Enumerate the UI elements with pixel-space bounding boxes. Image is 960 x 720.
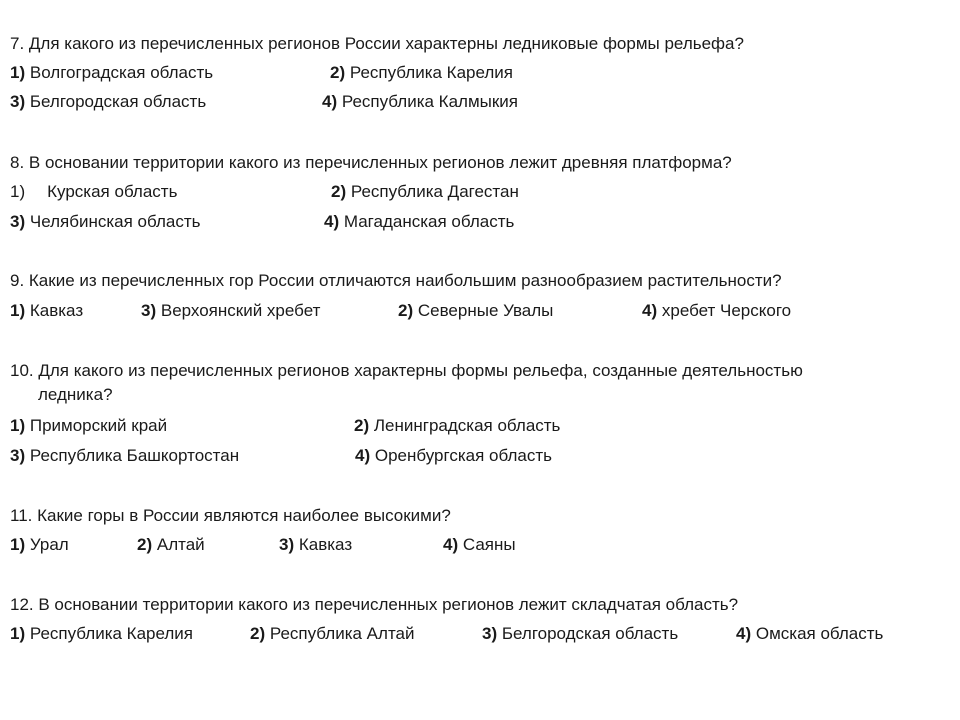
option-number: 3) xyxy=(10,446,26,465)
option-number: 4) xyxy=(324,212,340,231)
q12-option-1 xyxy=(10,623,193,645)
option-text: Алтай xyxy=(156,535,205,554)
option-text: хребет Черского xyxy=(661,301,792,320)
option-text: Республика Карелия xyxy=(349,63,514,82)
q7-option-2 xyxy=(330,62,513,84)
question-10-text-continued: ледника? xyxy=(38,385,113,404)
q10-option-3 xyxy=(10,445,239,467)
option-text: Кавказ xyxy=(298,535,353,554)
option-number: 2) xyxy=(137,535,153,554)
option-text: Республика Башкортостан xyxy=(29,446,240,465)
q7-option-1 xyxy=(10,62,213,84)
option-number: 2) xyxy=(250,624,266,643)
q11-option-3 xyxy=(279,534,352,556)
q9-option-1 xyxy=(10,300,83,322)
q11-option-2 xyxy=(137,534,205,556)
question-11-text: 11. Какие горы в России являются наиболее высокими? xyxy=(10,506,451,525)
option-text: Омская область xyxy=(755,624,884,643)
option-number: 1) xyxy=(10,182,26,201)
q11-option-1 xyxy=(10,534,69,556)
option-number: 1) xyxy=(10,416,26,435)
option-text: Верхоянский хребет xyxy=(160,301,321,320)
option-number: 1) xyxy=(10,624,26,643)
option-number: 2) xyxy=(331,182,347,201)
question-7-text: 7. Для какого из перечисленных регионов России характерны ледниковые формы рельефа? xyxy=(10,34,744,53)
q10-option-2 xyxy=(354,415,560,437)
option-text: Волгоградская область xyxy=(29,63,214,82)
option-number: 3) xyxy=(279,535,295,554)
q9-option-4 xyxy=(642,300,791,322)
option-text: Урал xyxy=(29,535,69,554)
question-12-text: 12. В основании территории какого из перечисленных регионов лежит складчатая область? xyxy=(10,595,739,614)
q7-option-4 xyxy=(322,91,518,113)
option-text: Белгородская область xyxy=(29,92,207,111)
option-text: Кавказ xyxy=(29,301,84,320)
q8-option-4 xyxy=(324,211,514,233)
option-number: 2) xyxy=(398,301,414,320)
q8-option-1 xyxy=(10,181,177,203)
option-number: 4) xyxy=(355,446,371,465)
option-number: 4) xyxy=(642,301,658,320)
q12-option-3 xyxy=(482,623,678,645)
option-number: 3) xyxy=(10,212,26,231)
option-number: 4) xyxy=(736,624,752,643)
q7-option-3 xyxy=(10,91,206,113)
q10-option-4 xyxy=(355,445,552,467)
option-text: Республика Карелия xyxy=(29,624,194,643)
option-text: Оренбургская область xyxy=(374,446,552,465)
option-text: Курская область xyxy=(47,182,178,201)
option-number: 2) xyxy=(354,416,370,435)
option-text: Северные Увалы xyxy=(417,301,554,320)
question-10-text: 10. Для какого из перечисленных регионов характерны формы рельефа, созданные деятельностью xyxy=(10,361,803,380)
q12-option-2 xyxy=(250,623,414,645)
question-8-text: 8. В основании территории какого из перечисленных регионов лежит древняя платформа? xyxy=(10,153,732,172)
q8-option-3 xyxy=(10,211,200,233)
option-number: 4) xyxy=(443,535,459,554)
option-text: Ленинградская область xyxy=(373,416,561,435)
option-text: Магаданская область xyxy=(343,212,515,231)
option-number: 3) xyxy=(10,92,26,111)
q10-option-1 xyxy=(10,415,167,437)
q9-option-3 xyxy=(141,300,320,322)
option-text: Приморский край xyxy=(29,416,168,435)
option-number: 4) xyxy=(322,92,338,111)
question-9-text: 9. Какие из перечисленных гор России отличаются наибольшим разнообразием растительности? xyxy=(10,271,782,290)
option-text: Республика Алтай xyxy=(269,624,415,643)
q12-option-4 xyxy=(736,623,883,645)
option-text: Республика Дагестан xyxy=(350,182,519,201)
option-text: Саяны xyxy=(462,535,516,554)
option-number: 3) xyxy=(141,301,157,320)
option-text: Челябинская область xyxy=(29,212,201,231)
option-number: 1) xyxy=(10,535,26,554)
q8-option-2 xyxy=(331,181,519,203)
option-number: 1) xyxy=(10,63,26,82)
option-number: 2) xyxy=(330,63,346,82)
q11-option-4 xyxy=(443,534,516,556)
option-text: Белгородская область xyxy=(501,624,679,643)
q9-option-2 xyxy=(398,300,553,322)
option-number: 3) xyxy=(482,624,498,643)
option-number: 1) xyxy=(10,301,26,320)
option-text: Республика Калмыкия xyxy=(341,92,519,111)
